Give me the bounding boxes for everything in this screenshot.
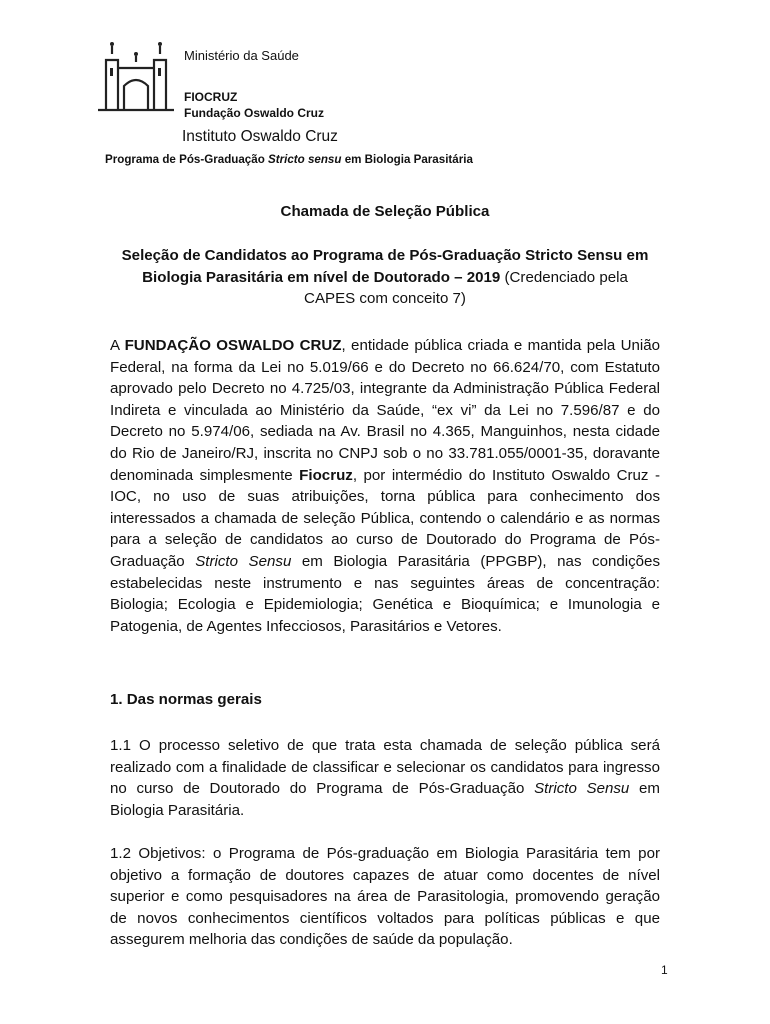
program-header-line (105, 153, 473, 166)
fiocruz-castle-logo (96, 38, 176, 114)
intro-text-4: em Biologia Parasitária (PPGBP), nas condições estabelecidas neste instrumento e nas seguintes áreas de concentração: Biologia; Ecologia e Epidemiologia; Genética e Bioquímica; e Imunologia e Patogenia, de Agentes Infecciosos, Parasitários e Vetores. (110, 552, 660, 635)
intro-bold-fiocruz: Fiocruz (299, 466, 353, 484)
intro-paragraph (110, 335, 660, 637)
item-1-italic: Stricto Sensu (534, 780, 630, 798)
document-subtitle (110, 245, 660, 310)
item-1-text-end: em Biologia Parasitária. (110, 780, 660, 819)
section-1-item-1 (110, 735, 660, 821)
document-title: Chamada de Seleção Pública (280, 203, 490, 220)
institute-name: Instituto Oswaldo Cruz (182, 128, 338, 145)
intro-text-2: , entidade pública criada e mantida pela União Federal, na forma da Lei no 5.019/66 e do Decreto no 66.624/70, com Estatuto aprovado pelo Decreto no 4.725/03, integrante da Administração Pública Federal Indireta e vinculada ao Ministério da Saúde, “ex vi” da Lei no 7.596/87 e do Decreto no 5.974/06, sediada na Av. Brasil no 4.365, Manguinhos, nesta cidade do Rio de Janeiro/RJ, inscrita no CNPJ sob o no 33.781.055/0001-35, doravante denominada simplesmente (110, 337, 661, 484)
subtitle-bold-part: Biologia Parasitária em nível de Doutorado – 2019 (142, 268, 501, 286)
item-1-text: 1.1 O processo seletivo de que trata esta chamada de seleção pública será realizado com a finalidade de classificar e selecionar os candidatos para ingresso no curso de Doutorado do Programa de Pós-Graduação (110, 737, 660, 798)
page-number: 1 (661, 963, 668, 977)
org-short-name: FIOCRUZ (184, 90, 238, 104)
org-block (184, 89, 324, 121)
program-italic: Stricto sensu (268, 153, 342, 166)
subtitle-line-3: CAPES com conceito 7) (304, 290, 466, 308)
intro-text-3: , por intermédio do Instituto Oswaldo Cruz - IOC, no uso de suas atribuições, torna pública para conhecimento dos interessados a chamada de seleção Pública, contendo o calendário e as normas para a seleção de candidatos ao curso de Doutorado do Programa de Pós-Graduação (110, 466, 660, 570)
intro-text-1: A (110, 337, 125, 354)
program-pre: Programa de Pós-Graduação (105, 153, 269, 166)
section-1-item-2: 1.2 Objetivos: o Programa de Pós-graduação em Biologia Parasitária tem por objetivo a formação de doutores capazes de atuar como docentes de nível superior e como pesquisadores na área de Parasitologia, promovendo geração de novos conhecimentos científicos voltados para políticas públicas e que assegurem melhoria das condições de saúde da população. (110, 845, 660, 949)
org-full-name: Fundação Oswaldo Cruz (184, 106, 325, 120)
subtitle-normal-part: (Credenciado pela (500, 268, 628, 286)
subtitle-line-1: Seleção de Candidatos ao Programa de Pós-Graduação Stricto Sensu em (121, 247, 649, 264)
section-1-heading: 1. Das normas gerais (110, 691, 262, 708)
intro-italic-stricto: Stricto Sensu (195, 552, 292, 570)
intro-bold-fundacao: FUNDAÇÃO OSWALDO CRUZ (124, 337, 342, 354)
program-post: em Biologia Parasitária (341, 153, 473, 166)
subtitle-line-2 (110, 267, 660, 289)
ministry-name: Ministério da Saúde (184, 48, 299, 63)
